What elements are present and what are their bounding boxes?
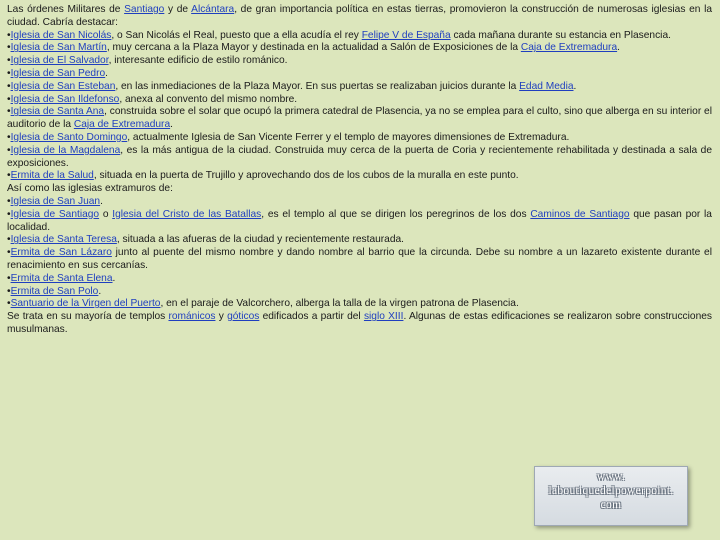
item-text: .	[98, 285, 102, 297]
bullet-glyph: •	[7, 234, 11, 246]
link-siglo-xiii[interactable]: siglo XIII	[363, 311, 404, 323]
list-item	[7, 273, 712, 286]
bullet-glyph: •	[7, 55, 11, 67]
bullet-glyph: •	[7, 285, 11, 297]
item-text: cada mañana durante su estancia en Plasencia.	[450, 29, 671, 41]
article-body	[7, 4, 712, 337]
intro-text: Las órdenes Militares de	[7, 4, 125, 15]
link-santiago[interactable]: Santiago	[124, 4, 165, 15]
item-text: , muy cercana a la Plaza Mayor y destinada en la actualidad a Salón de Exposiciones de la	[106, 42, 521, 54]
list-item	[7, 30, 712, 43]
item-link[interactable]: Iglesia de El Salvador	[10, 55, 109, 67]
list-item	[7, 209, 712, 235]
item-link[interactable]: Iglesia de Santa Ana	[10, 106, 105, 118]
item-link[interactable]: Iglesia de Santo Domingo	[10, 131, 128, 143]
item-link[interactable]: Iglesia del Cristo de las Batallas	[112, 208, 262, 220]
closing-text: . Algunas de estas edificaciones se realizaron sobre construcciones musulmanas.	[7, 311, 713, 335]
item-text: , o San Nicolás el Real, puesto que a ella acudía el rey	[111, 29, 362, 41]
item-text: , en el paraje de Valcorchero, alberga la talla de la virgen patrona de Plasencia.	[160, 298, 519, 310]
watermark-line: com	[600, 499, 622, 511]
bullet-glyph: •	[7, 298, 11, 310]
item-link[interactable]: Iglesia de Santa Teresa	[10, 234, 117, 246]
list-item	[7, 286, 712, 299]
item-link[interactable]: Iglesia de San Nicolás	[10, 29, 112, 41]
item-text: , es la más antigua de la ciudad. Construida muy cerca de la puerta de Coria y recientemente rehabilitada y destinada a sala de exposiciones.	[7, 144, 712, 169]
item-text: , anexa al convento del mismo nombre.	[119, 93, 298, 105]
bullet-glyph: •	[7, 93, 11, 105]
bullet-glyph: •	[7, 131, 11, 143]
item-text: o	[99, 208, 113, 220]
item-link[interactable]: Iglesia de Santiago	[10, 208, 100, 220]
intro-paragraph	[7, 4, 712, 30]
item-text: , situada a las afueras de la ciudad y recientemente restaurada.	[116, 234, 404, 246]
item-text: , construida sobre el solar que ocupó la primera catedral de Plasencia, ya no se emplea para el culto, sino que alberga en su interior el auditorio de la	[7, 106, 712, 131]
item-link[interactable]: Iglesia de San Pedro	[10, 67, 106, 79]
item-link[interactable]: Ermita de San Polo	[10, 285, 99, 297]
bullet-glyph: •	[7, 247, 11, 259]
extramuros-intro: Así como las iglesias extramuros de:	[7, 183, 173, 195]
closing-text: Se trata en su mayoría de templos	[7, 311, 169, 323]
item-text: .	[573, 80, 577, 92]
item-text: .	[105, 67, 109, 79]
item-link[interactable]: Caja de Extremadura	[73, 119, 171, 131]
item-text: que pasan por la localidad.	[7, 208, 712, 233]
item-link[interactable]: Ermita de San Lázaro	[10, 247, 112, 259]
item-link[interactable]: Edad Media	[519, 80, 574, 92]
list-item	[7, 132, 712, 145]
list-item	[7, 234, 712, 247]
intro-text: y de	[164, 4, 192, 15]
list-item	[7, 94, 712, 107]
item-link[interactable]: Felipe V de España	[361, 29, 451, 41]
item-link[interactable]: Ermita de la Salud	[10, 170, 94, 182]
list-item	[7, 55, 712, 68]
bullet-glyph: •	[7, 80, 11, 92]
item-link[interactable]: Iglesia de San Ildefonso	[10, 93, 120, 105]
item-text: .	[617, 42, 620, 54]
bullet-glyph: •	[7, 144, 11, 156]
list-item	[7, 298, 712, 311]
item-text: .	[100, 195, 103, 207]
bullet-glyph: •	[7, 272, 11, 284]
closing-text: edificados a partir del	[259, 311, 364, 323]
bullet-glyph: •	[7, 195, 11, 207]
item-link[interactable]: Iglesia de San Esteban	[10, 80, 116, 92]
church-list	[7, 30, 712, 184]
item-link[interactable]: Caminos de Santiago	[530, 208, 630, 220]
item-text: , situada en la puerta de Trujillo y aprovechando dos de los cubos de la muralla en este punto.	[93, 170, 519, 182]
watermark-line: www.	[596, 471, 626, 483]
extramuros-church-list	[7, 196, 712, 311]
bullet-glyph: •	[7, 29, 11, 41]
link-romanicos[interactable]: románicos	[168, 311, 216, 323]
closing-paragraph	[7, 311, 712, 337]
item-link[interactable]: Iglesia de San Juan	[10, 195, 101, 207]
item-text: , interesante edificio de estilo románico.	[108, 55, 288, 67]
item-link[interactable]: Ermita de Santa Elena	[10, 272, 113, 284]
item-text: .	[170, 119, 173, 131]
list-item	[7, 247, 712, 273]
item-link[interactable]: Iglesia de San Martín	[10, 42, 107, 54]
bullet-glyph: •	[7, 170, 11, 182]
list-item	[7, 196, 712, 209]
watermark-line: laboutiquedelpowerpoint.	[548, 485, 674, 497]
list-item	[7, 106, 712, 132]
bullet-glyph: •	[7, 106, 11, 118]
item-text: , en las inmediaciones de la Plaza Mayor. En sus puertas se realizaban juicios durante la	[115, 80, 520, 92]
item-text: , es el templo al que se dirigen los peregrinos de los dos	[261, 208, 531, 220]
link-alcantara[interactable]: Alcántara	[191, 4, 235, 15]
link-goticos[interactable]: góticos	[227, 311, 260, 323]
list-item	[7, 170, 712, 183]
item-text: , actualmente Iglesia de San Vicente Ferrer y el templo de mayores dimensiones de Extremadura.	[127, 131, 570, 143]
list-item	[7, 68, 712, 81]
bullet-glyph: •	[7, 208, 11, 220]
closing-text: y	[215, 311, 228, 323]
bullet-glyph: •	[7, 42, 11, 54]
item-text: .	[112, 272, 116, 284]
list-item	[7, 145, 712, 171]
item-link[interactable]: Iglesia de la Magdalena	[10, 144, 121, 156]
item-link[interactable]: Santuario de la Virgen del Puerto	[10, 298, 161, 310]
watermark-logo	[534, 466, 688, 526]
list-item	[7, 42, 712, 55]
bullet-glyph: •	[7, 67, 11, 79]
item-link[interactable]: Caja de Extremadura	[520, 42, 618, 54]
intro-text: , de gran importancia política en estas tierras, promovieron la construcción de numerosas iglesias en la ciudad. Cabría destacar:	[7, 4, 712, 28]
item-text: junto al puente del mismo nombre y dando nombre al barrio que la circunda. Debe su nombre a un lazareto existente durante el renacimiento en sus cercanías.	[7, 247, 712, 271]
list-item	[7, 81, 712, 94]
